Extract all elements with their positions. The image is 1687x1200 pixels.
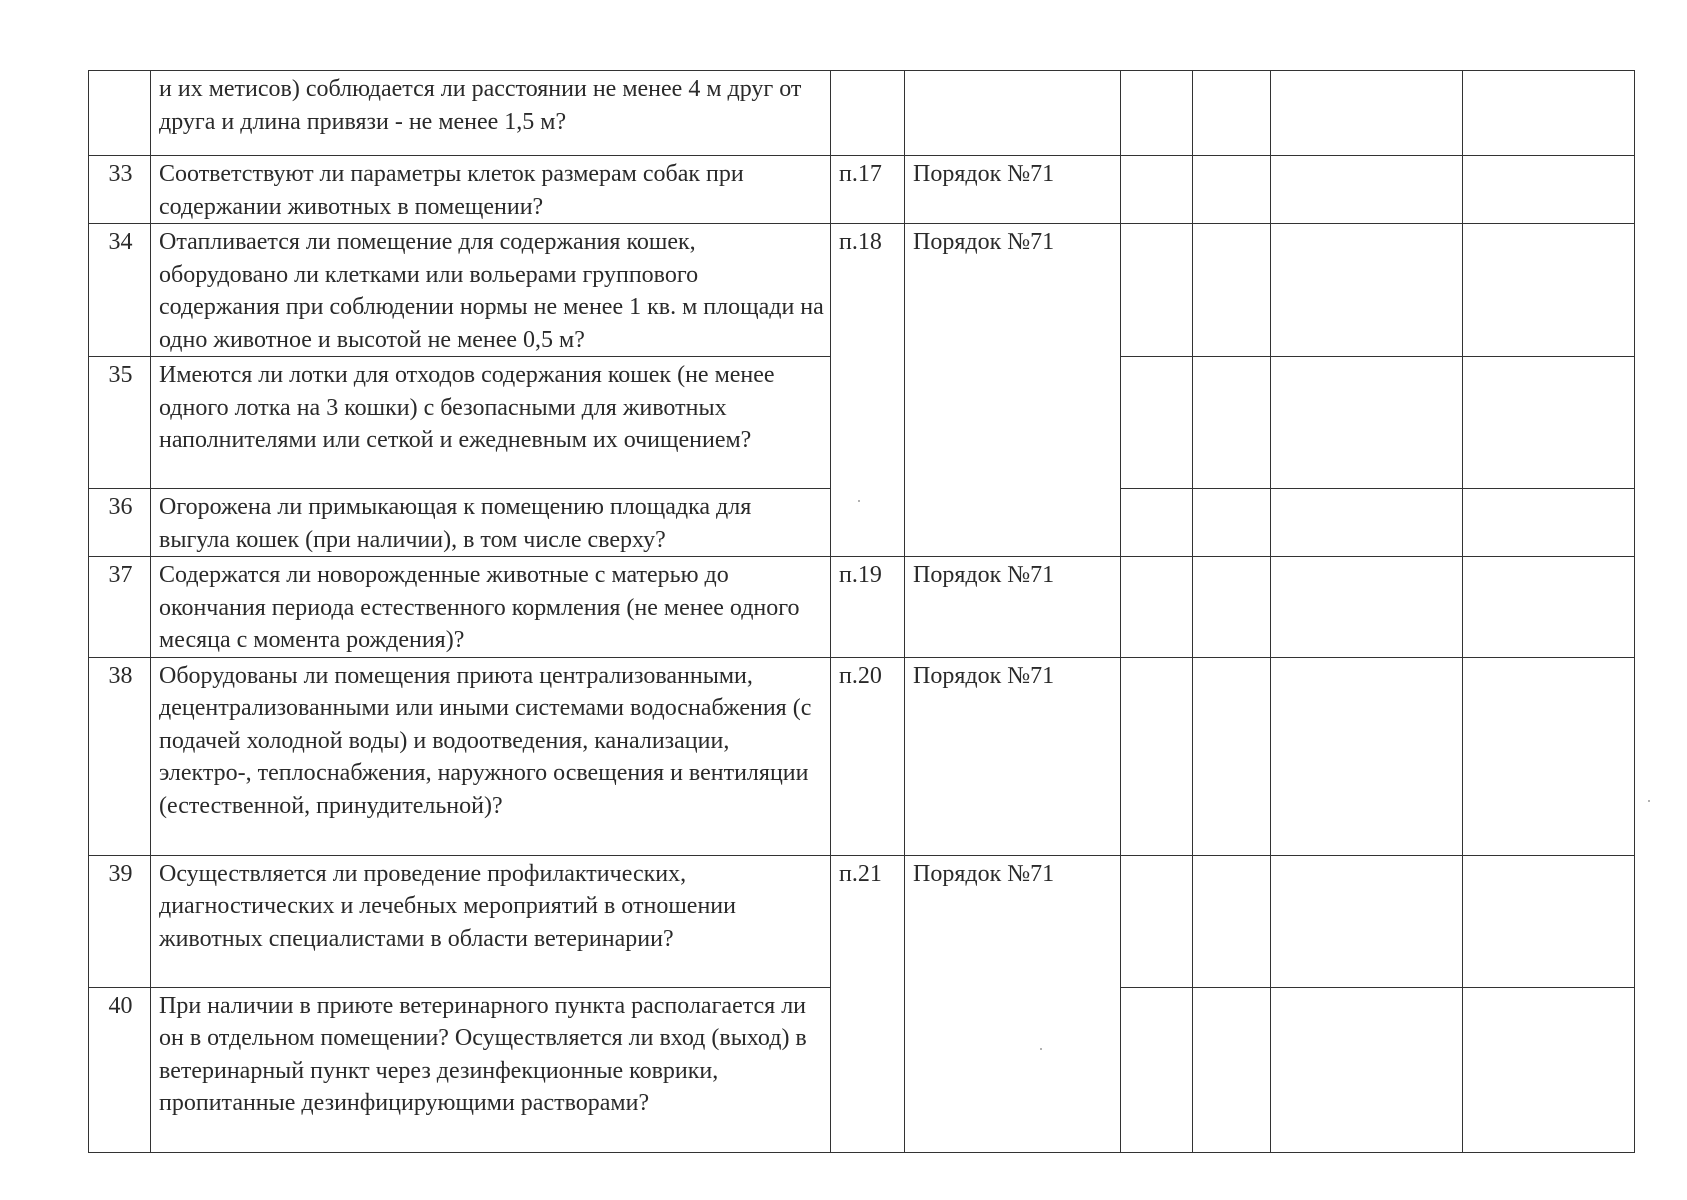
note-cell <box>1463 357 1635 489</box>
not-applicable-cell <box>1271 657 1463 855</box>
table-row <box>89 156 1635 224</box>
row-number: 38 <box>89 657 151 855</box>
question-text: При наличии в приюте ветеринарного пункта располагается ли он в отдельном помещении? Осуществляется ли вход (выход) в ветеринарный пункт через дезинфекционные коврики, пропитанные дезинфицирующими растворами? <box>151 987 831 1152</box>
rule-point: п.18 <box>831 224 905 557</box>
question-text: Оборудованы ли помещения приюта централизованными, децентрализованными или иными системами водоснабжения (с подачей холодной воды) и водоотведения, канализации, электро-, теплоснабжения, наружного освещения и вентиляции (естественной, принудительной)? <box>151 657 831 855</box>
answer-yes-cell <box>1121 156 1193 224</box>
not-applicable-cell <box>1271 855 1463 987</box>
question-text: Содержатся ли новорожденные животные с матерью до окончания периода естественного кормления (не менее одного месяца с момента рождения)? <box>151 557 831 658</box>
rule-point: п.20 <box>831 657 905 855</box>
note-cell <box>1463 657 1635 855</box>
not-applicable-cell <box>1271 71 1463 156</box>
note-cell <box>1463 71 1635 156</box>
answer-yes-cell <box>1121 489 1193 557</box>
question-text: Огорожена ли примыкающая к помещению площадка для выгула кошек (при наличии), в том числе сверху? <box>151 489 831 557</box>
row-number <box>89 71 151 156</box>
note-cell <box>1463 489 1635 557</box>
table-row <box>89 71 1635 156</box>
not-applicable-cell <box>1271 987 1463 1152</box>
table-row <box>89 855 1635 987</box>
answer-yes-cell <box>1121 987 1193 1152</box>
row-number: 39 <box>89 855 151 987</box>
regulation-document <box>905 71 1121 156</box>
rule-point <box>831 71 905 156</box>
table-row <box>89 557 1635 658</box>
not-applicable-cell <box>1271 357 1463 489</box>
question-text: Соответствуют ли параметры клеток размерам собак при содержании животных в помещении? <box>151 156 831 224</box>
answer-no-cell <box>1193 855 1271 987</box>
note-cell <box>1463 557 1635 658</box>
regulation-document: Порядок №71 <box>905 224 1121 557</box>
answer-no-cell <box>1193 489 1271 557</box>
answer-no-cell <box>1193 224 1271 357</box>
answer-no-cell <box>1193 557 1271 658</box>
scan-speck <box>1040 1048 1042 1050</box>
row-number: 33 <box>89 156 151 224</box>
not-applicable-cell <box>1271 156 1463 224</box>
not-applicable-cell <box>1271 557 1463 658</box>
checklist-page <box>88 70 1620 1153</box>
answer-no-cell <box>1193 987 1271 1152</box>
scan-speck <box>1648 800 1650 802</box>
row-number: 40 <box>89 987 151 1152</box>
row-number: 37 <box>89 557 151 658</box>
answer-yes-cell <box>1121 855 1193 987</box>
regulation-document: Порядок №71 <box>905 855 1121 1152</box>
question-text: Отапливается ли помещение для содержания кошек, оборудовано ли клетками или вольерами группового содержания при соблюдении нормы не менее 1 кв. м площади на одно животное и высотой не менее 0,5 м? <box>151 224 831 357</box>
answer-yes-cell <box>1121 557 1193 658</box>
table-row <box>89 224 1635 357</box>
row-number: 36 <box>89 489 151 557</box>
answer-yes-cell <box>1121 224 1193 357</box>
answer-yes-cell <box>1121 657 1193 855</box>
question-text: Имеются ли лотки для отходов содержания кошек (не менее одного лотка на 3 кошки) с безопасными для животных наполнителями или сеткой и ежедневным их очищением? <box>151 357 831 489</box>
answer-yes-cell <box>1121 71 1193 156</box>
not-applicable-cell <box>1271 224 1463 357</box>
row-number: 34 <box>89 224 151 357</box>
row-number: 35 <box>89 357 151 489</box>
scan-speck <box>858 500 860 502</box>
answer-no-cell <box>1193 71 1271 156</box>
answer-no-cell <box>1193 156 1271 224</box>
regulation-document: Порядок №71 <box>905 657 1121 855</box>
answer-no-cell <box>1193 357 1271 489</box>
regulation-document: Порядок №71 <box>905 557 1121 658</box>
question-text: и их метисов) соблюдается ли расстоянии не менее 4 м друг от друга и длина привязи - не менее 1,5 м? <box>151 71 831 156</box>
note-cell <box>1463 224 1635 357</box>
question-text: Осуществляется ли проведение профилактических, диагностических и лечебных мероприятий в отношении животных специалистами в области ветеринарии? <box>151 855 831 987</box>
checklist-table <box>88 70 1635 1153</box>
answer-no-cell <box>1193 657 1271 855</box>
regulation-document: Порядок №71 <box>905 156 1121 224</box>
rule-point: п.21 <box>831 855 905 1152</box>
table-row <box>89 657 1635 855</box>
note-cell <box>1463 156 1635 224</box>
answer-yes-cell <box>1121 357 1193 489</box>
rule-point: п.19 <box>831 557 905 658</box>
note-cell <box>1463 855 1635 987</box>
rule-point: п.17 <box>831 156 905 224</box>
note-cell <box>1463 987 1635 1152</box>
not-applicable-cell <box>1271 489 1463 557</box>
